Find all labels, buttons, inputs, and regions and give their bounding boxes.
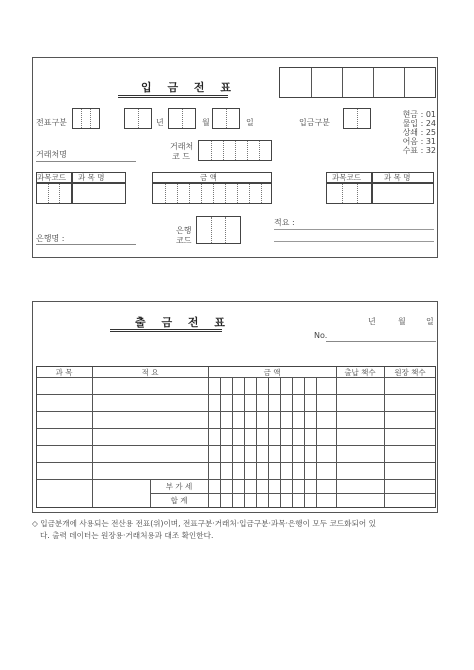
account-code-right-label: 과목코드 xyxy=(332,173,361,182)
header-memo: 적 요 xyxy=(141,368,159,377)
bank-code-field[interactable] xyxy=(196,216,241,244)
year-field[interactable] xyxy=(124,108,152,129)
deposit-code-goods: 물입 : 24 xyxy=(402,119,436,128)
memo-label: 적요 : xyxy=(274,218,295,227)
bank-name-label: 은행명 : xyxy=(36,234,65,243)
deposit-type-label: 입금구분 xyxy=(299,118,330,127)
slip-type-field[interactable] xyxy=(72,108,100,129)
footnote-line-1: ◇ 입금분개에 사용되는 전산용 전표(위)이며, 전표구분·거래처·입금구분·과목·은행이 모두 코드화되어 있 xyxy=(32,519,376,528)
total-label: 합 계 xyxy=(170,496,188,505)
deposit-slip-title: 입 금 전 표 xyxy=(141,81,237,94)
header-amount: 금 액 xyxy=(263,368,281,377)
client-code-label-1: 거래처 xyxy=(170,142,194,151)
footnote-line-2: 다. 출력 데이터는 원장용·거래처용과 대조 확인한다. xyxy=(40,531,214,540)
amount-field[interactable] xyxy=(152,183,272,204)
account-name-right-label: 과 목 명 xyxy=(384,173,411,182)
withdrawal-month-label: 월 xyxy=(398,317,406,326)
day-label: 일 xyxy=(246,118,254,127)
account-code-right-field[interactable] xyxy=(326,183,372,204)
client-code-label-2: 코 드 xyxy=(172,152,190,161)
amount-label: 금 액 xyxy=(200,173,217,182)
bank-code-label-2: 코드 xyxy=(176,236,192,245)
header-ledger: 원장 책수 xyxy=(394,368,426,377)
account-code-left-field[interactable] xyxy=(36,183,72,204)
deposit-type-codes xyxy=(380,110,436,155)
client-code-field[interactable] xyxy=(198,140,272,161)
header-cashbook: 출납 책수 xyxy=(344,368,376,377)
withdrawal-day-label: 일 xyxy=(426,317,434,326)
deposit-title-underline xyxy=(118,95,228,98)
deposit-type-field[interactable] xyxy=(343,108,371,129)
account-name-right-field[interactable] xyxy=(372,183,434,204)
deposit-code-bill: 어음 : 31 xyxy=(402,137,436,146)
month-label: 월 xyxy=(202,118,210,127)
withdrawal-slip-title: 출 금 전 표 xyxy=(135,316,231,329)
year-label: 년 xyxy=(156,118,164,127)
memo-line-2 xyxy=(274,241,434,242)
deposit-code-check: 수표 : 32 xyxy=(402,146,436,155)
withdrawal-title-underline xyxy=(110,329,222,332)
slip-type-label: 전표구분 xyxy=(36,118,67,127)
account-name-left-label: 과 목 명 xyxy=(78,173,105,182)
ledger-table xyxy=(36,366,436,508)
bank-name-line xyxy=(36,244,136,245)
header-account: 과 목 xyxy=(55,368,73,377)
number-line xyxy=(326,341,436,342)
client-name-line xyxy=(36,161,136,162)
deposit-code-cash: 현금 : 01 xyxy=(402,110,436,119)
client-name-label: 거래처명 xyxy=(36,150,67,159)
account-code-left-label: 과목코드 xyxy=(37,173,66,182)
month-field[interactable] xyxy=(168,108,196,129)
number-label: No. xyxy=(314,331,328,340)
approval-boxes xyxy=(279,67,436,98)
withdrawal-year-label: 년 xyxy=(368,317,376,326)
memo-line-1 xyxy=(274,229,434,230)
bank-code-label-1: 은행 xyxy=(176,226,192,235)
deposit-code-offset: 상쇄 : 25 xyxy=(402,128,436,137)
account-name-left-field[interactable] xyxy=(72,183,126,204)
footnote xyxy=(32,518,442,542)
vat-label: 부 가 세 xyxy=(165,482,193,491)
day-field[interactable] xyxy=(212,108,240,129)
